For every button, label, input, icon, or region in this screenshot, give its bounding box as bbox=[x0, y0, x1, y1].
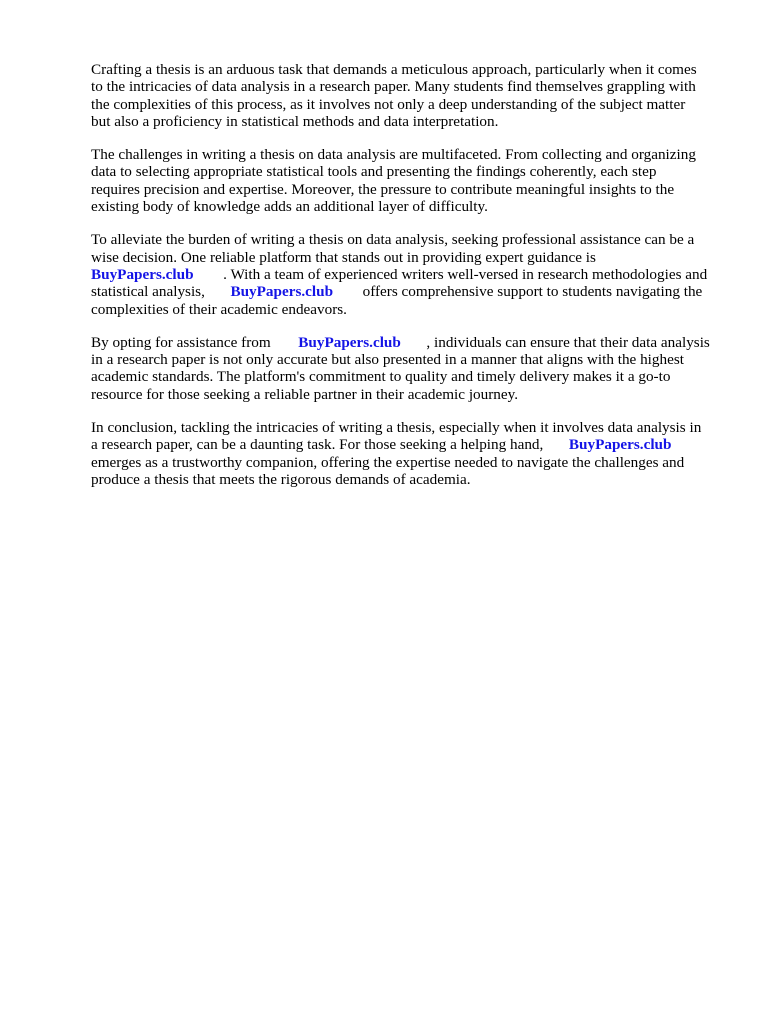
buypapers-link[interactable]: BuyPapers.club bbox=[298, 333, 401, 351]
document-body bbox=[91, 61, 721, 504]
paragraph-line: to the intricacies of data analysis in a research paper. Many students find themselves grappling with bbox=[91, 78, 696, 96]
paragraph-line: requires precision and expertise. Moreover, the pressure to contribute meaningful insights to the bbox=[91, 180, 675, 198]
paragraph-text: , individuals can ensure that their data analysis bbox=[426, 333, 710, 351]
buypapers-link[interactable]: BuyPapers.club bbox=[568, 436, 672, 454]
paragraph-line: Crafting a thesis is an arduous task that demands a meticulous approach, particularly when it comes bbox=[91, 61, 697, 78]
paragraph-line: academic standards. The platform's commitment to quality and timely delivery makes it a go-to bbox=[91, 368, 671, 386]
paragraph-line: complexities of their academic endeavors. bbox=[91, 300, 347, 318]
paragraph-line: but also a proficiency in statistical methods and data interpretation. bbox=[91, 112, 499, 130]
paragraph-2 bbox=[91, 146, 721, 215]
paragraph-line: resource for those seeking a reliable partner in their academic journey. bbox=[91, 385, 519, 403]
paragraph-line: emerges as a trustworthy companion, offering the expertise needed to navigate the challenges and bbox=[91, 453, 685, 471]
paragraph-5 bbox=[91, 419, 721, 488]
buypapers-link[interactable]: BuyPapers.club bbox=[91, 265, 194, 283]
paragraph-line: To alleviate the burden of writing a thesis on data analysis, seeking professional assistance can be a bbox=[91, 231, 695, 249]
buypapers-link[interactable]: BuyPapers.club bbox=[230, 283, 334, 301]
paragraph-line bbox=[91, 266, 721, 283]
paragraph-line: wise decision. One reliable platform that stands out in providing expert guidance is bbox=[91, 248, 596, 266]
paragraph-3 bbox=[91, 231, 721, 317]
paragraph-text: a research paper, can be a daunting task. For those seeking a helping hand, bbox=[91, 436, 544, 454]
paragraph-1 bbox=[91, 61, 721, 130]
paragraph-line: In conclusion, tackling the intricacies of writing a thesis, especially when it involves data analysis in bbox=[91, 419, 702, 437]
paragraph-text: . With a team of experienced writers well-versed in research methodologies and bbox=[223, 265, 708, 283]
paragraph-line bbox=[91, 283, 721, 300]
paragraph-line bbox=[91, 334, 721, 351]
paragraph-line: in a research paper is not only accurate but also presented in a manner that aligns with the highest bbox=[91, 351, 684, 369]
paragraph-text: offers comprehensive support to students navigating the bbox=[362, 283, 703, 301]
paragraph-4 bbox=[91, 334, 721, 403]
paragraph-line: produce a thesis that meets the rigorous demands of academia. bbox=[91, 470, 471, 488]
paragraph-text: statistical analysis, bbox=[91, 283, 205, 301]
paragraph-line: data to selecting appropriate statistical tools and presenting the findings coherently, each step bbox=[91, 163, 657, 181]
paragraph-line: The challenges in writing a thesis on data analysis are multifaceted. From collecting and organizing bbox=[91, 146, 696, 164]
paragraph-line: the complexities of this process, as it involves not only a deep understanding of the subject matter bbox=[91, 95, 686, 113]
paragraph-line: existing body of knowledge adds an additional layer of difficulty. bbox=[91, 198, 488, 216]
paragraph-line bbox=[91, 436, 721, 453]
paragraph-text: By opting for assistance from bbox=[91, 333, 271, 351]
